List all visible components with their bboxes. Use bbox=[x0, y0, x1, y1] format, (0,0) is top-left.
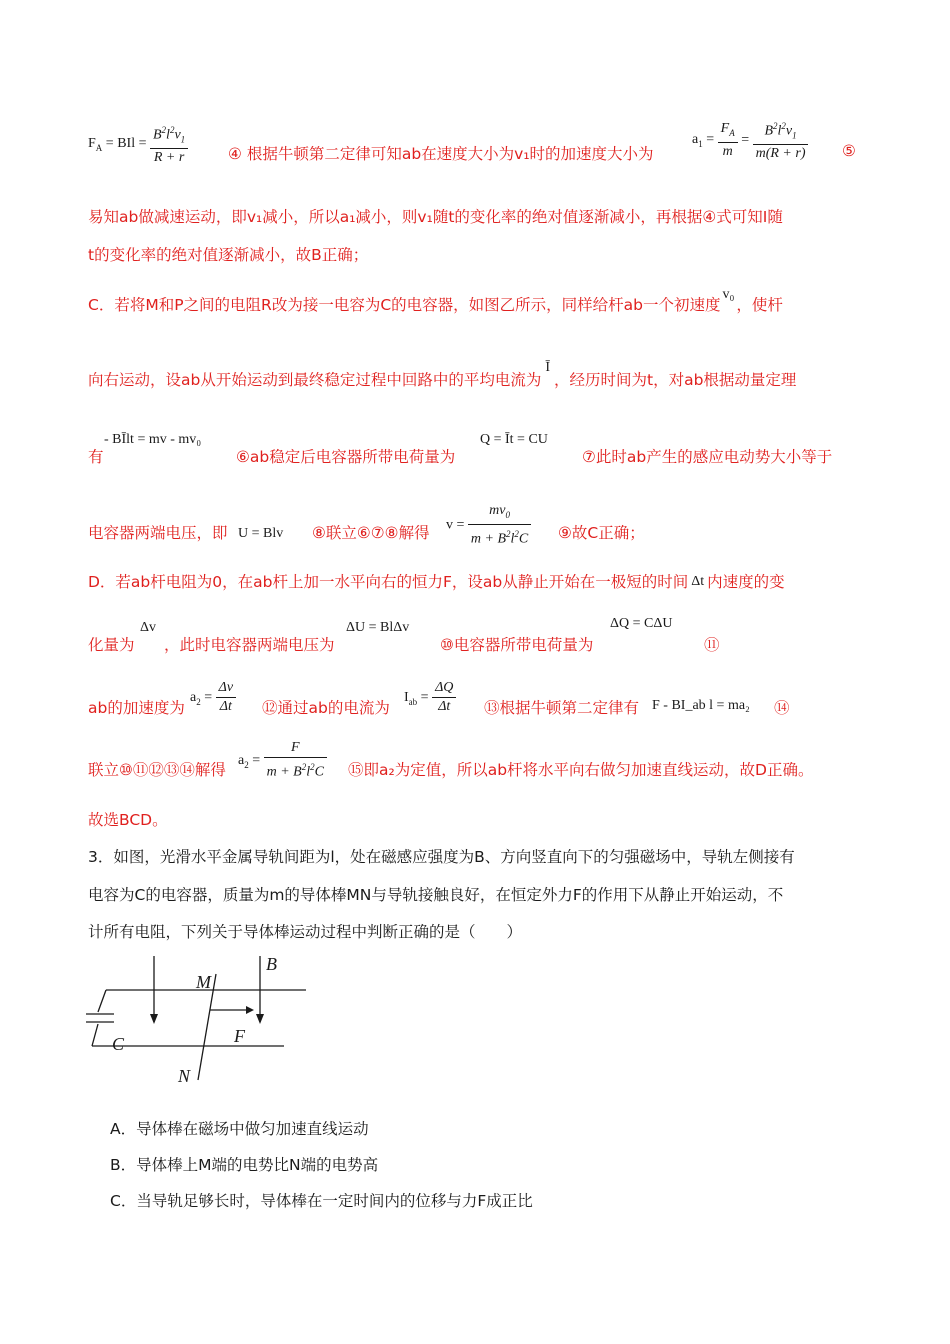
row4-text-end: ，使杆 bbox=[736, 296, 783, 314]
label-n: N bbox=[178, 1066, 191, 1086]
row6-text1: ⑥ab稳定后电容器所带电荷量为 bbox=[236, 448, 456, 466]
row6-lead: 有 bbox=[88, 448, 104, 466]
formula-a1: $a_1$ = $\frac{F_A}{m}$ = $\frac{B^2l^2v_1}{m(R + r)}$ bbox=[692, 118, 808, 162]
row11-text1: 联立⑩⑪⑫⑬⑭解得 bbox=[88, 761, 226, 779]
row8-dt: Δt bbox=[691, 574, 705, 589]
row5-ibar: Ī bbox=[545, 360, 551, 375]
solution-row3: t的变化率的绝对值逐渐减小，故B正确； bbox=[88, 246, 369, 264]
formula-dq: ΔQ = CΔU bbox=[610, 616, 673, 631]
row9-text3: ⑩电容器所带电荷量为 bbox=[440, 636, 594, 654]
row7-text1: 电容器两端电压，即 bbox=[88, 524, 228, 542]
circuit-figure bbox=[80, 948, 320, 1088]
formula-iab: $I_{ab}$ = $\frac{\Delta Q}{\Delta t}$ bbox=[404, 680, 456, 715]
solution-row2: 易知ab做减速运动，即v₁减小，所以a₁减小，则v₁随t的变化率的绝对值逐渐减小，再根据④式可知I随 bbox=[88, 208, 783, 226]
row7-text2: ⑧联立⑥⑦⑧解得 bbox=[312, 524, 430, 542]
row5-text-end: ，经历时间为t，对ab根据动量定理 bbox=[554, 371, 797, 389]
row8-text: D．若ab杆电阻为0，在ab杆上加一水平向右的恒力F，设ab从静止开始在一极短的时间 bbox=[88, 573, 689, 591]
solution-answer: 故选BCD。 bbox=[88, 811, 168, 829]
formula-u: U = Blv bbox=[238, 526, 284, 541]
question-line3: 计所有电阻，下列关于导体棒运动过程中判断正确的是（ ） bbox=[88, 923, 523, 941]
label-m: M bbox=[196, 972, 211, 992]
row10-text2: ⑫通过ab的电流为 bbox=[262, 699, 390, 717]
row11-text2: ⑮即a₂为定值，所以ab杆将水平向右做匀加速直线运动，故D正确。 bbox=[348, 761, 814, 779]
formula-newton: F - BI_ab l = ma₂ bbox=[652, 698, 750, 713]
option-c[interactable]: C．当导轨足够长时，导体棒在一定时间内的位移与力F成正比 bbox=[110, 1192, 533, 1210]
formula-du: ΔU = BlΔv bbox=[346, 620, 410, 635]
formula-dv: Δv bbox=[140, 620, 157, 635]
formula-charge: Q = Īt = CU bbox=[480, 432, 548, 447]
solution-row8 bbox=[88, 570, 785, 592]
row10-text1: ab的加速度为 bbox=[88, 699, 185, 717]
question-line2: 电容为C的电容器，质量为m的导体棒MN与导轨接触良好，在恒定外力F的作用下从静止开始运动，不 bbox=[88, 886, 784, 904]
row9-text1: 化量为 bbox=[88, 636, 135, 654]
formula-momentum: - BĪlt = mv - mv₀ bbox=[104, 432, 202, 447]
formula-fa: $F_A$ = BIl = $\frac{B^2l^2v_1}{R + r}$ bbox=[88, 122, 188, 166]
label-b: B bbox=[266, 954, 277, 974]
solution-row4 bbox=[88, 287, 783, 315]
formula-a2-def: $a_2$ = $\frac{\Delta v}{\Delta t}$ bbox=[190, 680, 236, 715]
row7-text3: ⑨故C正确； bbox=[558, 524, 645, 542]
row4-v0: v₀ bbox=[722, 287, 735, 302]
row9-text2: ，此时电容器两端电压为 bbox=[164, 636, 335, 654]
row4-text: C．若将M和P之间的电阻R改为接一电容为C的电容器，如图乙所示，同样给杆ab一个初速度 bbox=[88, 296, 721, 314]
question-line1: 3．如图，光滑水平金属导轨间距为l，处在磁感应强度为B、方向竖直向下的匀强磁场中，导轨左侧接有 bbox=[88, 848, 795, 866]
marker-5: ⑤ bbox=[842, 142, 856, 160]
row10-text3: ⑬根据牛顿第二定律有 bbox=[484, 699, 640, 717]
option-a[interactable]: A．导体棒在磁场中做匀加速直线运动 bbox=[110, 1120, 369, 1138]
marker-11: ⑪ bbox=[704, 636, 720, 654]
solution-row5 bbox=[88, 360, 797, 390]
row6-text2: ⑦此时ab产生的感应电动势大小等于 bbox=[582, 448, 833, 466]
marker-14: ⑭ bbox=[774, 699, 790, 717]
label-c: C bbox=[112, 1034, 125, 1054]
row5-text: 向右运动，设ab从开始运动到最终稳定过程中回路中的平均电流为 bbox=[88, 371, 542, 389]
row8-text-end: 内速度的变 bbox=[707, 573, 785, 591]
solution-row1-text: ④ 根据牛顿第二定律可知ab在速度大小为v₁时的加速度大小为 bbox=[228, 145, 654, 163]
label-f: F bbox=[234, 1026, 245, 1046]
formula-v: v = $\frac{mv_0}{m + B^2l^2C}$ bbox=[446, 503, 531, 547]
formula-a2-result: $a_2$ = $\frac{F}{m + B^2l^2C}$ bbox=[238, 740, 327, 781]
option-b[interactable]: B．导体棒上M端的电势比N端的电势高 bbox=[110, 1156, 379, 1174]
